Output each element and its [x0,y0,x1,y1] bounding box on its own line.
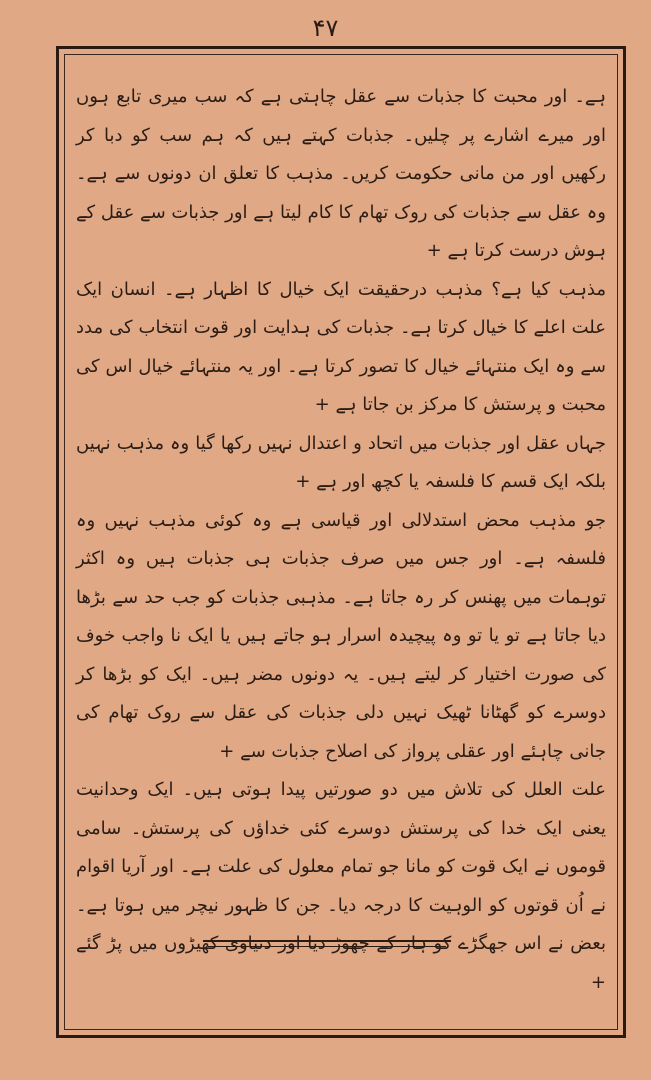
page-number: ۴۷ [312,14,339,42]
paragraph: علت العلل کی تلاش میں دو صورتیں پیدا ہوتی ہیں۔ ایک وحدانیت یعنی ایک خدا کی پرستش دوسرے کئی خداؤں کی پرستش۔ سامی قوموں نے ایک قوت کو مانا جو تمام معلول کی علت ہے۔ اور آریا اقوام نے اُن قوتوں کو الوہیت کا درجہ دیا۔ جن کا ظہور نیچر میں ہوتا ہے۔ بعض نے اس جھگڑے کو ہار کے چھوڑ دیا اور دنیاوی کھیڑوں میں پڑ گئے + [76,779,606,993]
body-text [76,78,606,1002]
paragraph: جو مذہب محض استدلالی اور قیاسی ہے وہ کوئی مذہب نہیں وہ فلسفہ ہے۔ اور جس میں صرف جذبات ہی جذبات ہیں وہ اکثر توہمات میں پھنس کر رہ جاتا ہے۔ مذہبی جذبات کو جب حد سے بڑھا دیا جاتا ہے تو یا تو وہ پیچیدہ اسرار ہو جاتے ہیں یا ایک نا واجب خوف کی صورت اختیار کر لیتے ہیں۔ یہ دونوں مضر ہیں۔ ایک کو بڑھا کر دوسرے کو گھٹانا ٹھیک نہیں دلی جذبات کی عقل سے روک تھام کی جانی چاہئے اور عقلی پرواز کی اصلاح جذبات سے + [76,509,606,762]
end-rule [203,940,451,942]
end-rule [208,946,446,947]
paragraph: ہے۔ اور محبت کا جذبات سے عقل چاہتی ہے کہ سب میری تابع ہوں اور میرے اشارے پر چلیں۔ جذبات کہتے ہیں کہ ہم سب کو دبا کر رکھیں اور من مانی حکومت کریں۔ مذہب کا تعلق ان دونوں سے ہے۔ وہ عقل سے جذبات کی روک تھام کا کام لیتا ہے اور جذبات سے عقل کے ہوش درست کرتا ہے + [76,86,606,261]
paragraph: جہاں عقل اور جذبات میں اتحاد و اعتدال نہیں رکھا گیا وہ مذہب نہیں بلکہ ایک قسم کا فلسفہ یا کچھ اور ہے + [76,432,606,492]
paragraph: مذہب کیا ہے؟ مذہب درحقیقت ایک خیال کا اظہار ہے۔ انسان ایک علت اعلے کا خیال کرتا ہے۔ جذبات کی ہدایت اور قوت انتخاب کی مدد سے وہ ایک منتہائے خیال کا تصور کرتا ہے۔ اور یہ منتہائے خیال اس کی محبت و پرستش کا مرکز بن جاتا ہے + [76,278,606,415]
